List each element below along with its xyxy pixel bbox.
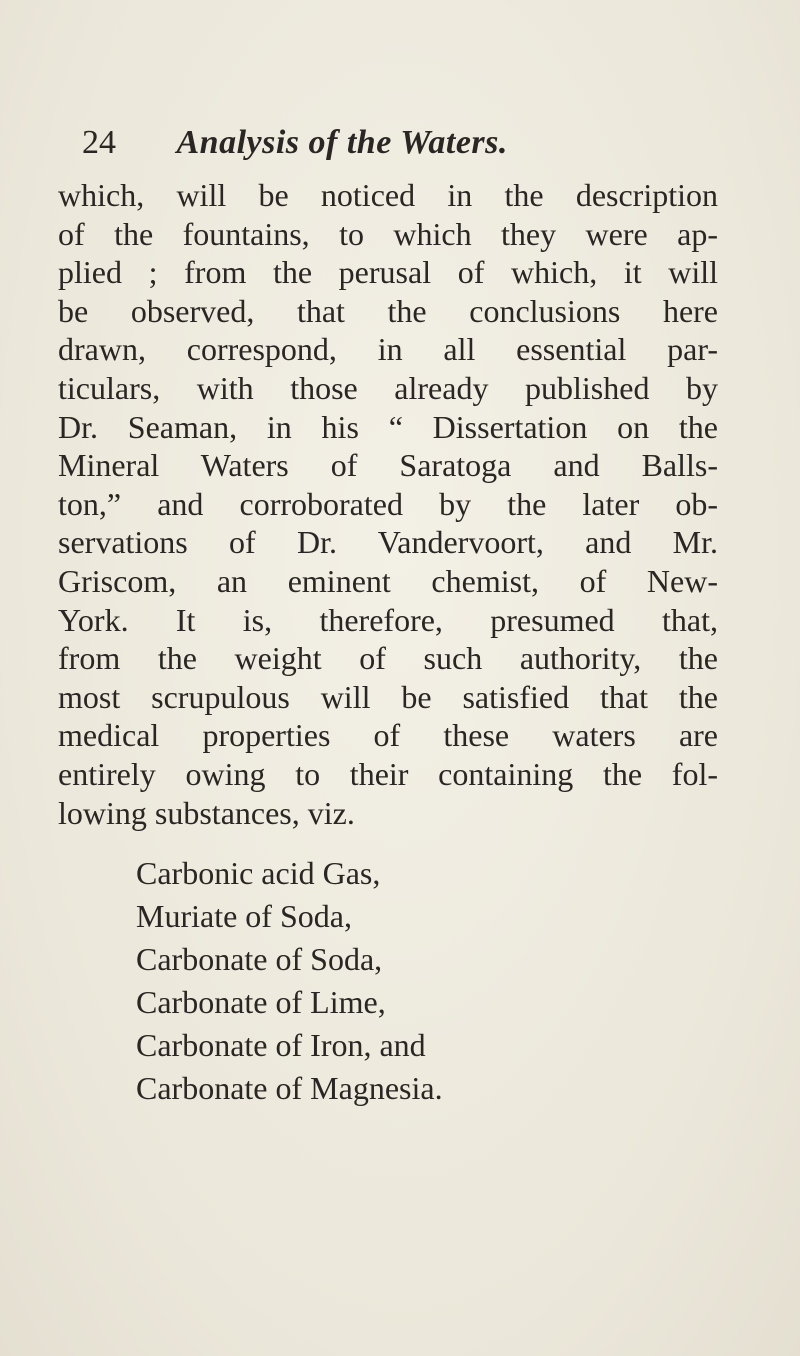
- text-line: York. It is, therefore, presumed that,: [58, 601, 718, 638]
- substance-item: Carbonate of Iron, and: [136, 1027, 426, 1063]
- substance-item: Carbonic acid Gas,: [136, 855, 381, 891]
- substance-item: Carbonate of Soda,: [136, 941, 383, 977]
- text-line: entirely owing to their containing the fol-: [58, 755, 718, 792]
- text-line: lowing substances, viz.: [58, 794, 355, 831]
- text-line: Dr. Seaman, in his “ Dissertation on the: [58, 408, 718, 445]
- text-line: drawn, correspond, in all essential par-: [58, 331, 718, 368]
- running-head: [82, 118, 682, 168]
- text-line: which, will be noticed in the description: [58, 177, 718, 213]
- substance-list: [136, 852, 696, 1110]
- text-line: plied ; from the perusal of which, it will: [58, 254, 718, 291]
- text-line: medical properties of these waters are: [58, 717, 718, 754]
- text-line: servations of Dr. Vandervoort, and Mr.: [58, 524, 718, 561]
- running-title: Analysis of the Waters.: [176, 124, 508, 161]
- text-line: Mineral Waters of Saratoga and Balls-: [58, 447, 718, 484]
- text-line: Griscom, an eminent chemist, of New-: [58, 562, 718, 599]
- text-line: ticulars, with those already published by: [58, 369, 718, 406]
- text-line: be observed, that the conclusions here: [58, 292, 718, 329]
- text-line: ton,” and corroborated by the later ob-: [58, 485, 718, 522]
- text-line: of the fountains, to which they were ap-: [58, 215, 718, 252]
- text-line: most scrupulous will be satisfied that the: [58, 678, 718, 715]
- page-number: 24: [82, 124, 116, 161]
- paragraph: [58, 176, 718, 832]
- substance-item: Muriate of Soda,: [136, 898, 352, 934]
- text-line: from the weight of such authority, the: [58, 640, 718, 677]
- substance-item: Carbonate of Lime,: [136, 984, 386, 1020]
- substance-item: Carbonate of Magnesia.: [136, 1070, 443, 1106]
